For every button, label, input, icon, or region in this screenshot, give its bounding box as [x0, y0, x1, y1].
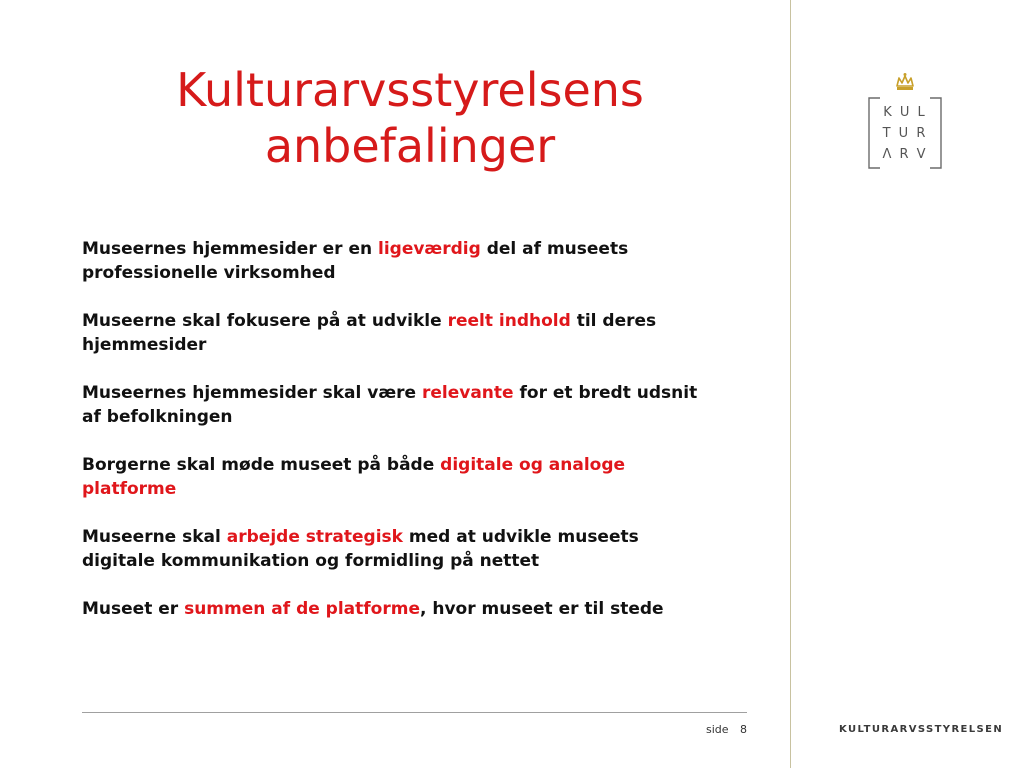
- recommendation-item: Museerne skal arbejde strategisk med at udvikle museets digitale kommunikation og formidling på nettet: [82, 527, 639, 571]
- page-label: side: [706, 723, 729, 736]
- footer-brand: KULTURARVSSTYRELSEN: [839, 724, 1004, 735]
- recommendation-item: Museernes hjemmesider skal være relevante for et bredt udsnit af befolkningen: [82, 383, 698, 427]
- recommendation-item: Museet er summen af de platforme, hvor museet er til stede: [82, 599, 664, 619]
- title-line-2: anbefalinger: [264, 119, 556, 173]
- highlight-text: summen af de platforme: [184, 599, 420, 619]
- kulturarv-logo: [866, 72, 944, 172]
- recommendation-item: Museernes hjemmesider er en ligeværdig del af museets professionelle virksomhed: [82, 239, 629, 283]
- recommendation-item: Museerne skal fokusere på at udvikle reelt indhold til deres hjemmesider: [82, 311, 657, 355]
- vertical-divider: [790, 0, 791, 768]
- title-line-1: Kulturarvsstyrelsens: [176, 63, 644, 117]
- crown-icon: [897, 73, 913, 90]
- slide-title: [120, 62, 700, 174]
- footer-divider: [82, 712, 747, 713]
- highlight-text: ligeværdig: [378, 239, 481, 259]
- highlight-text: arbejde strategisk: [226, 527, 403, 547]
- logo-row-1: K U L: [883, 105, 927, 120]
- logo-row-2: T U R: [882, 126, 928, 141]
- highlight-text: relevante: [421, 383, 514, 403]
- highlight-text: reelt indhold: [447, 311, 571, 331]
- highlight-text: digitale og analoge platforme: [82, 455, 626, 499]
- page-number: 8: [740, 723, 747, 736]
- logo-row-3: Λ R V: [882, 147, 928, 162]
- recommendation-item: Borgerne skal møde museet på både digitale og analoge platforme: [82, 455, 626, 499]
- recommendation-list: [82, 237, 702, 645]
